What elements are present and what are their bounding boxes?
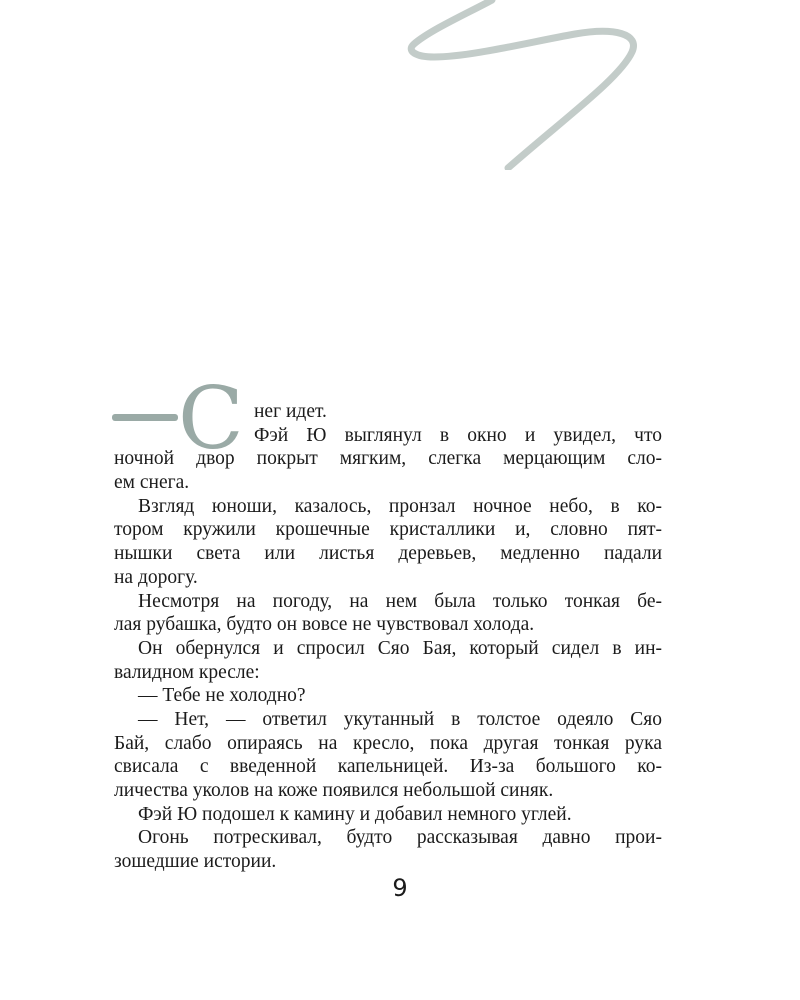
text-line: ем снега. (114, 472, 190, 494)
page-number: 9 (392, 874, 408, 902)
text-line: Бай, слабо опираясь на кресло, пока другая тонкая рука (114, 732, 662, 754)
body-text (114, 400, 662, 874)
text-line: Он обернулся и спросил Сяо Бая, который сидел в ин- (138, 637, 662, 659)
text-line: Взгляд юноши, казалось, пронзал ночное небо, в ко- (138, 495, 662, 517)
text-line: Фэй Ю подошел к камину и добавил немного углей. (138, 803, 572, 825)
text-line: на дорогу. (114, 566, 198, 588)
text-line: валидном кресле: (114, 661, 260, 683)
text-line: лая рубашка, будто он вовсе не чувствовал холода. (114, 614, 535, 636)
text-line: Огонь потрескивал, будто рассказывая давно прои- (138, 827, 662, 849)
text-line: — Тебе не холодно? (138, 685, 306, 707)
text-line: нышки света или листья деревьев, медленно падали (114, 543, 662, 565)
text-line: ночной двор покрыт мягким, слегка мерцающим сло- (114, 448, 662, 470)
text-line: Фэй Ю выглянул в окно и увидел, что (254, 424, 662, 446)
drop-cap-letter: С (178, 369, 244, 469)
decorative-swirl (400, 0, 650, 170)
text-line: — Нет, — ответил укутанный в толстое одеяло Сяо (138, 708, 662, 730)
text-line: Несмотря на погоду, на нем была только тонкая бе- (138, 590, 662, 612)
text-line: зошедшие истории. (114, 851, 277, 873)
text-line: личества уколов на коже появился небольшой синяк. (114, 780, 554, 801)
text-line: нег идет. (254, 401, 327, 422)
text-line: свисала с введенной капельницей. Из-за большого ко- (114, 756, 662, 778)
text-line: тором кружили крошечные кристаллики и, словно пят- (114, 519, 662, 541)
